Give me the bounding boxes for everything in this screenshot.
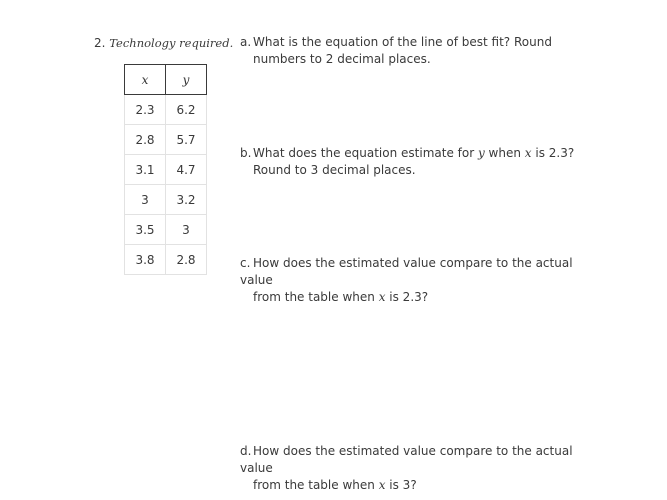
variable-x: x — [378, 478, 386, 492]
cell-x: 3.5 — [125, 215, 166, 245]
problem-label — [94, 35, 233, 51]
question-letter: d. — [240, 444, 252, 458]
problem-instruction: Technology required. — [109, 36, 234, 50]
table-row — [125, 155, 207, 185]
question-letter: b. — [240, 146, 252, 160]
question-c — [240, 255, 600, 306]
cell-y: 3 — [166, 215, 207, 245]
table-header-row — [125, 65, 207, 95]
question-text: is 2.3? — [531, 146, 575, 160]
cell-x: 3.8 — [125, 245, 166, 275]
header-y: y — [166, 65, 207, 95]
question-text: What does the equation estimate for — [253, 146, 478, 160]
question-text: when — [484, 146, 525, 160]
cell-y: 5.7 — [166, 125, 207, 155]
question-text-continued: Round to 3 decimal places. — [253, 163, 416, 177]
table-row — [125, 245, 207, 275]
question-text: from the table when — [253, 290, 379, 304]
question-text: from the table when — [253, 478, 379, 492]
variable-y: y — [477, 146, 485, 160]
variable-x: x — [524, 146, 532, 160]
data-table — [124, 64, 207, 275]
cell-x: 3 — [125, 185, 166, 215]
question-text-continued — [240, 477, 600, 494]
question-b — [240, 145, 600, 179]
table-row — [125, 125, 207, 155]
header-x: x — [125, 65, 166, 95]
question-text: is 2.3? — [385, 290, 429, 304]
question-text-continued — [240, 289, 600, 306]
question-text: How does the estimated value compare to the actual value — [240, 444, 573, 475]
cell-x: 2.3 — [125, 95, 166, 125]
cell-x: 3.1 — [125, 155, 166, 185]
question-a — [240, 34, 600, 68]
question-text-continued: numbers to 2 decimal places. — [253, 52, 431, 66]
table-row — [125, 95, 207, 125]
cell-y: 4.7 — [166, 155, 207, 185]
table-row — [125, 215, 207, 245]
problem-number: 2. — [94, 36, 106, 50]
question-text: How does the estimated value compare to the actual value — [240, 256, 573, 287]
variable-x: x — [378, 290, 386, 304]
question-d — [240, 443, 600, 494]
cell-y: 6.2 — [166, 95, 207, 125]
question-letter: a. — [240, 35, 252, 49]
cell-x: 2.8 — [125, 125, 166, 155]
question-text: What is the equation of the line of best fit? Round — [253, 35, 552, 49]
question-text: is 3? — [385, 478, 417, 492]
table-row — [125, 185, 207, 215]
cell-y: 3.2 — [166, 185, 207, 215]
question-letter: c. — [240, 256, 251, 270]
cell-y: 2.8 — [166, 245, 207, 275]
